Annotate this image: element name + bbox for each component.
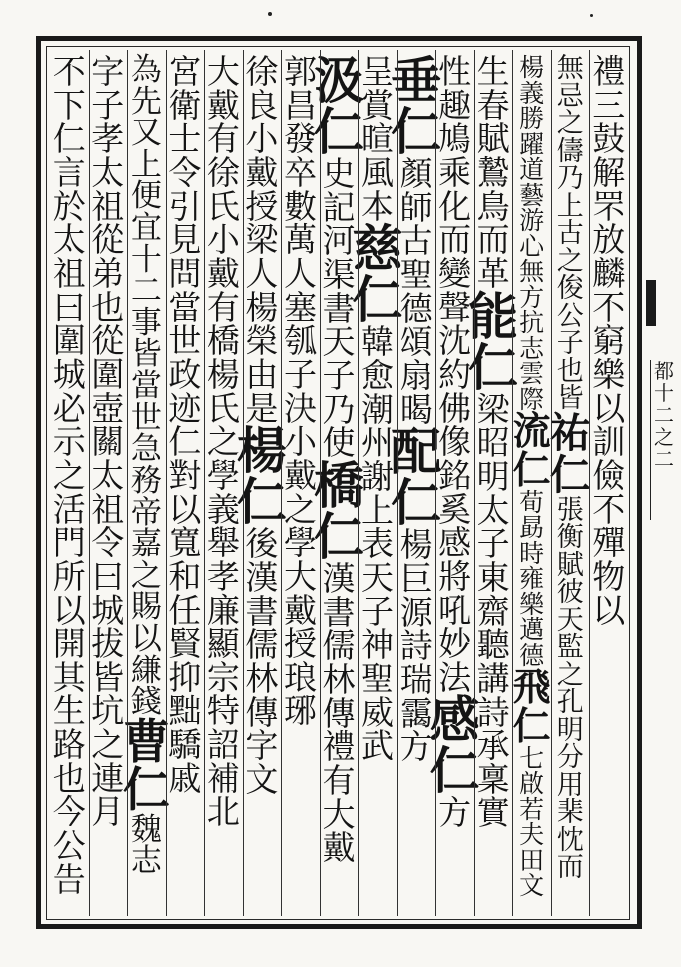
entry-text: 顏 師 古 聖 德 頌 扇 暍 — [399, 154, 433, 429]
entry-headword: 能 仁 — [468, 286, 519, 397]
entry-text: 郭 昌 發 卒 數 萬 人 塞 瓠 子 決 — [283, 52, 317, 428]
entry-text: 沈 約 佛 像 銘 奚 感 將 吼 妙 法 — [438, 321, 472, 697]
entry-text: 後 漢 書 儒 林 傳 — [245, 524, 279, 732]
entry-headword: 慈 仁 — [352, 219, 403, 330]
entry-text: 楊 榮 由 是 — [245, 287, 279, 428]
entry-text: 禮 三 鼓 解 罘 放 麟 不 窮 樂 以 訓 儉 不 殫 物 以 — [592, 52, 626, 630]
entry-text: 無 忌 之 儔 乃 上 古 之 俊 公 子 也 皆 — [556, 53, 584, 415]
entry-text: 小 戴 之 學 大 戴 授 琅 琊 — [283, 422, 317, 731]
column-rule — [474, 50, 475, 916]
ink-speck — [590, 14, 593, 17]
entry-text: 梁 昭 明 太 子 東 齋 聽 講 詩 承 稟 實 — [476, 389, 510, 833]
column-rule — [320, 50, 321, 916]
column-rule — [551, 50, 552, 916]
page-edge-tab — [646, 280, 656, 326]
entry-headword: 飛 仁 — [512, 664, 551, 748]
entry-text: 宮 衛 士 令 引 見 問 當 世 政 迹 仁 對 以 寬 和 任 賢 抑 黜 驕 戚 — [168, 52, 202, 798]
column-rule — [166, 50, 167, 916]
entry-text: 義 舉 孝 廉 顯 宗 特 詔 補 北 — [206, 489, 240, 832]
entry-text: 史 記 河 渠 書 天 子 乃 使 — [322, 154, 356, 463]
margin-label: 都 十 二 之 二 — [650, 360, 677, 520]
entry-text: 七 啟 若 夫 田 文 — [519, 743, 545, 900]
ink-speck — [268, 12, 272, 16]
column-rule — [589, 50, 590, 916]
column-rule — [281, 50, 282, 916]
entry-headword: 感 仁 — [429, 690, 480, 801]
entry-text: 字 文 — [245, 726, 279, 799]
entry-headword: 汲 仁 — [314, 51, 364, 161]
entry-text: 魏 志 — [130, 811, 162, 880]
column-rule — [127, 50, 128, 916]
entry-text: 性 趣 鳩 乘 化 而 變 聲 — [438, 52, 472, 327]
entry-headword: 曹 仁 — [122, 714, 170, 818]
entry-text: 大 戴 有 徐 氏 小 戴 有 橋 楊 氏 之 學 — [206, 52, 240, 495]
column-rule — [204, 50, 205, 916]
entry-text: 字 子 孝 太 祖 從 弟 也 從 圍 壺 關 太 祖 令 曰 城 拔 皆 坑 之 連 月 — [91, 52, 125, 832]
entry-text: 生 春 賦 鷙 鳥 而 革 — [476, 52, 510, 293]
column-rule — [397, 50, 398, 916]
column-rule — [512, 50, 513, 916]
column-rule — [89, 50, 90, 916]
entry-text: 不 下 仁 言 於 太 祖 曰 圍 城 必 示 之 活 門 所 以 開 其 生 路 也 今 公 告 — [52, 52, 86, 899]
column-rule — [358, 50, 359, 916]
entry-text: 張 衡 賦 彼 天 監 之 孔 明 分 用 棐 忱 而 — [556, 494, 584, 884]
entry-headword: 垂 仁 — [391, 51, 442, 161]
text-column — [45, 52, 93, 915]
entry-text: 徐 良 小 戴 授 梁 人 — [245, 52, 279, 293]
entry-text: 為 先 又 上 便 宜 十 二 事 皆 當 世 急 務 帝 嘉 之 賜 以 縑 錢 — [130, 52, 162, 721]
entry-text: 方 — [438, 793, 472, 833]
entry-headword: 配 仁 — [391, 422, 442, 533]
entry-text: 荀 勗 時 雍 樂 邁 德 — [519, 487, 545, 670]
entry-headword: 流 仁 — [512, 408, 551, 492]
entry-headword: 橋 仁 — [314, 455, 364, 566]
entry-text: 楊 巨 源 詩 瑞 靄 方 — [399, 525, 433, 767]
entry-text: 楊 義 勝 躍 道 藝 游 心 無 方 抗 志 雲 際 — [519, 53, 545, 414]
entry-text: 韓 愈 潮 州 謝 上 表 天 子 神 聖 威 武 — [361, 322, 395, 766]
entry-headword: 祐 仁 — [549, 408, 591, 499]
entry-text: 呈 賞 暄 風 本 — [361, 52, 395, 226]
column-rule — [243, 50, 244, 916]
entry-text: 漢 書 儒 林 傳 禮 有 大 戴 — [322, 558, 356, 868]
entry-headword: 楊 仁 — [236, 421, 287, 532]
column-rule — [435, 50, 436, 916]
